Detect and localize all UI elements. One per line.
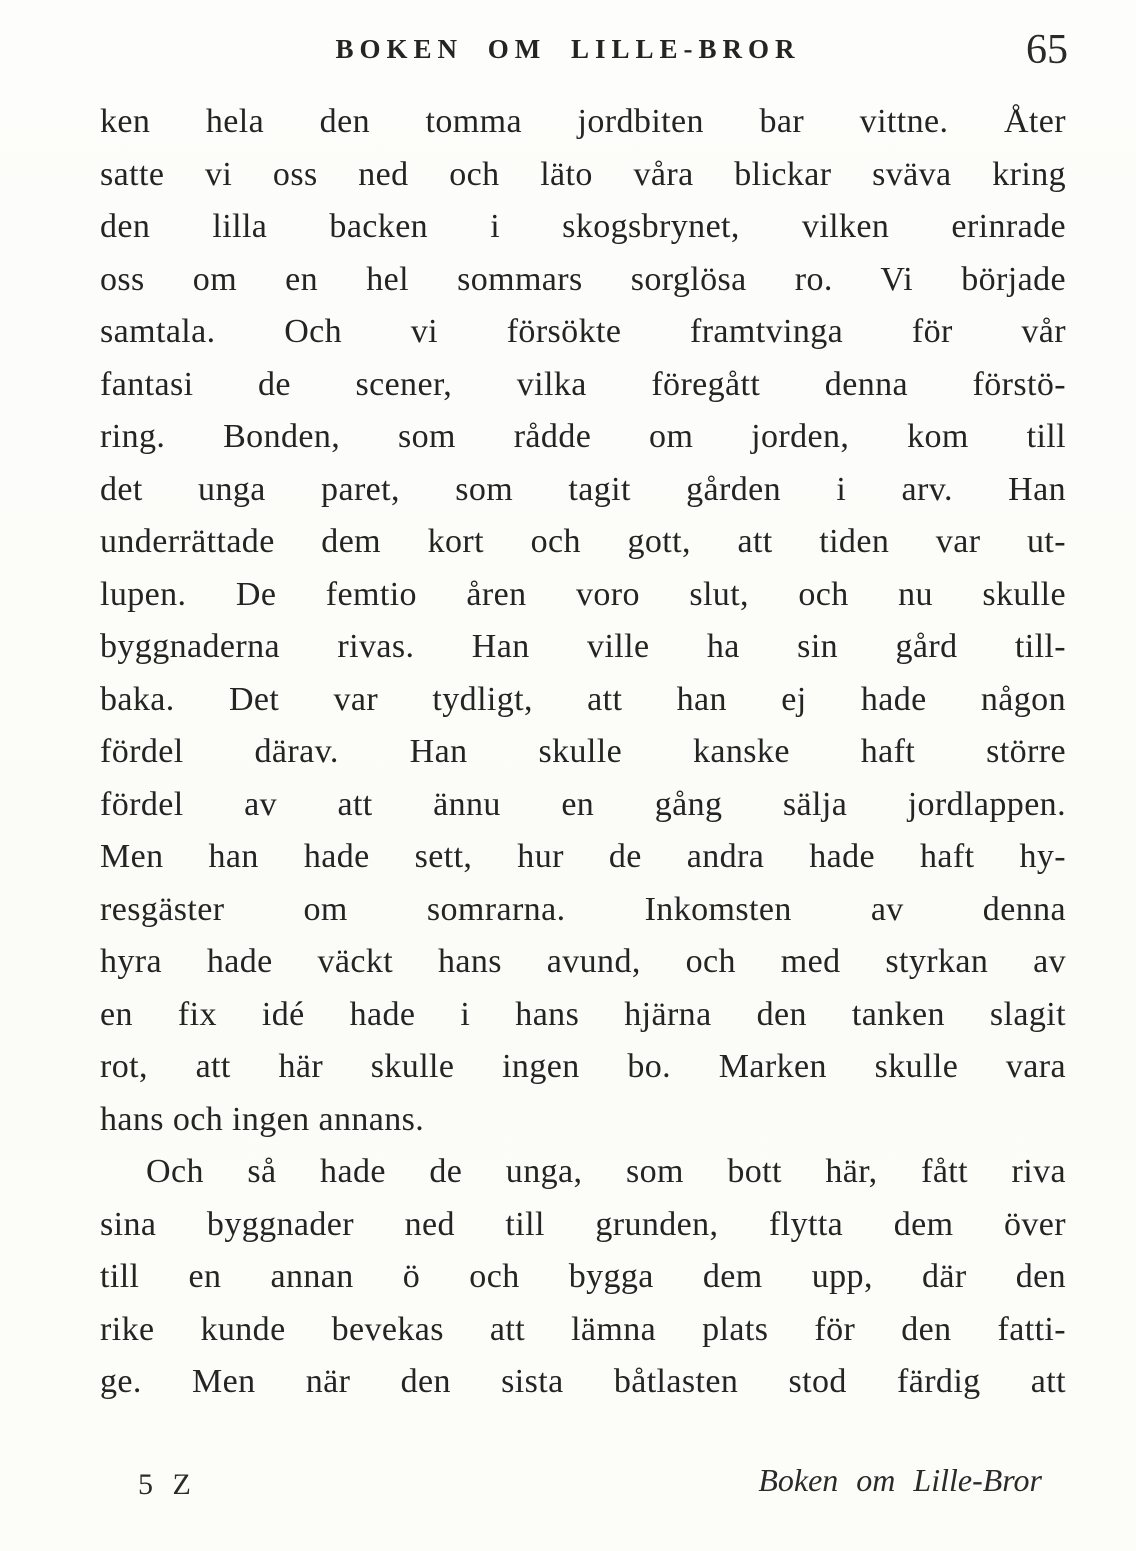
text-line: lupen. De femtio åren voro slut, och nu skulle xyxy=(100,575,1066,613)
text-line: rot, att här skulle ingen bo. Marken skulle vara xyxy=(100,1048,1066,1085)
text-line: ge. Men när den sista båtlasten stod färdig att xyxy=(100,1363,1066,1400)
text-line: fantasi de scener, vilka föregått denna förstö- xyxy=(100,365,1066,403)
text-line: Men han hade sett, hur de andra hade haft hy- xyxy=(100,838,1066,875)
text-line: till en annan ö och bygga dem upp, där den xyxy=(100,1258,1066,1295)
paragraph xyxy=(100,96,1066,1146)
text-line: hans och ingen annans. xyxy=(100,1100,425,1138)
body-text xyxy=(100,96,1066,1409)
text-line: underrättade dem kort och gott, att tiden var ut- xyxy=(100,523,1066,560)
text-line: sina byggnader ned till grunden, flytta dem över xyxy=(100,1205,1066,1243)
running-header-title: BOKEN OM LILLE-BROR xyxy=(335,34,801,64)
text-line: ring. Bonden, som rådde om jorden, kom till xyxy=(100,418,1066,455)
text-line: baka. Det var tydligt, att han ej hade någon xyxy=(100,680,1066,718)
text-line: fördel av att ännu en gång sälja jordlappen. xyxy=(100,785,1066,823)
page-number: 65 xyxy=(1026,27,1068,73)
text-line: den lilla backen i skogsbrynet, vilken erinrade xyxy=(100,208,1066,245)
page-footer xyxy=(0,1462,1136,1512)
text-line: byggnaderna rivas. Han ville ha sin gård till- xyxy=(100,628,1066,665)
text-line: fördel därav. Han skulle kanske haft större xyxy=(100,733,1066,770)
page-header xyxy=(0,26,1136,86)
text-line: rike kunde bevekas att lämna plats för den fatti- xyxy=(100,1310,1066,1348)
text-line: hyra hade väckt hans avund, och med styrkan av xyxy=(100,943,1066,980)
text-line: resgäster om somrarna. Inkomsten av denna xyxy=(100,890,1066,928)
text-line: en fix idé hade i hans hjärna den tanken slagit xyxy=(100,995,1066,1033)
running-footer-title: Boken om Lille-Bror xyxy=(758,1462,1042,1498)
text-line: det unga paret, som tagit gården i arv. Han xyxy=(100,470,1066,508)
text-line: samtala. Och vi försökte framtvinga för vår xyxy=(100,313,1066,350)
paragraph xyxy=(100,1146,1066,1409)
text-line: ken hela den tomma jordbiten bar vittne. Åter xyxy=(100,103,1066,140)
text-line: Och så hade de unga, som bott här, fått riva xyxy=(146,1153,1066,1190)
signature-mark: 5 Z xyxy=(138,1468,197,1501)
text-line: oss om en hel sommars sorglösa ro. Vi började xyxy=(100,260,1066,298)
text-line: satte vi oss ned och läto våra blickar sväva kring xyxy=(100,155,1066,193)
